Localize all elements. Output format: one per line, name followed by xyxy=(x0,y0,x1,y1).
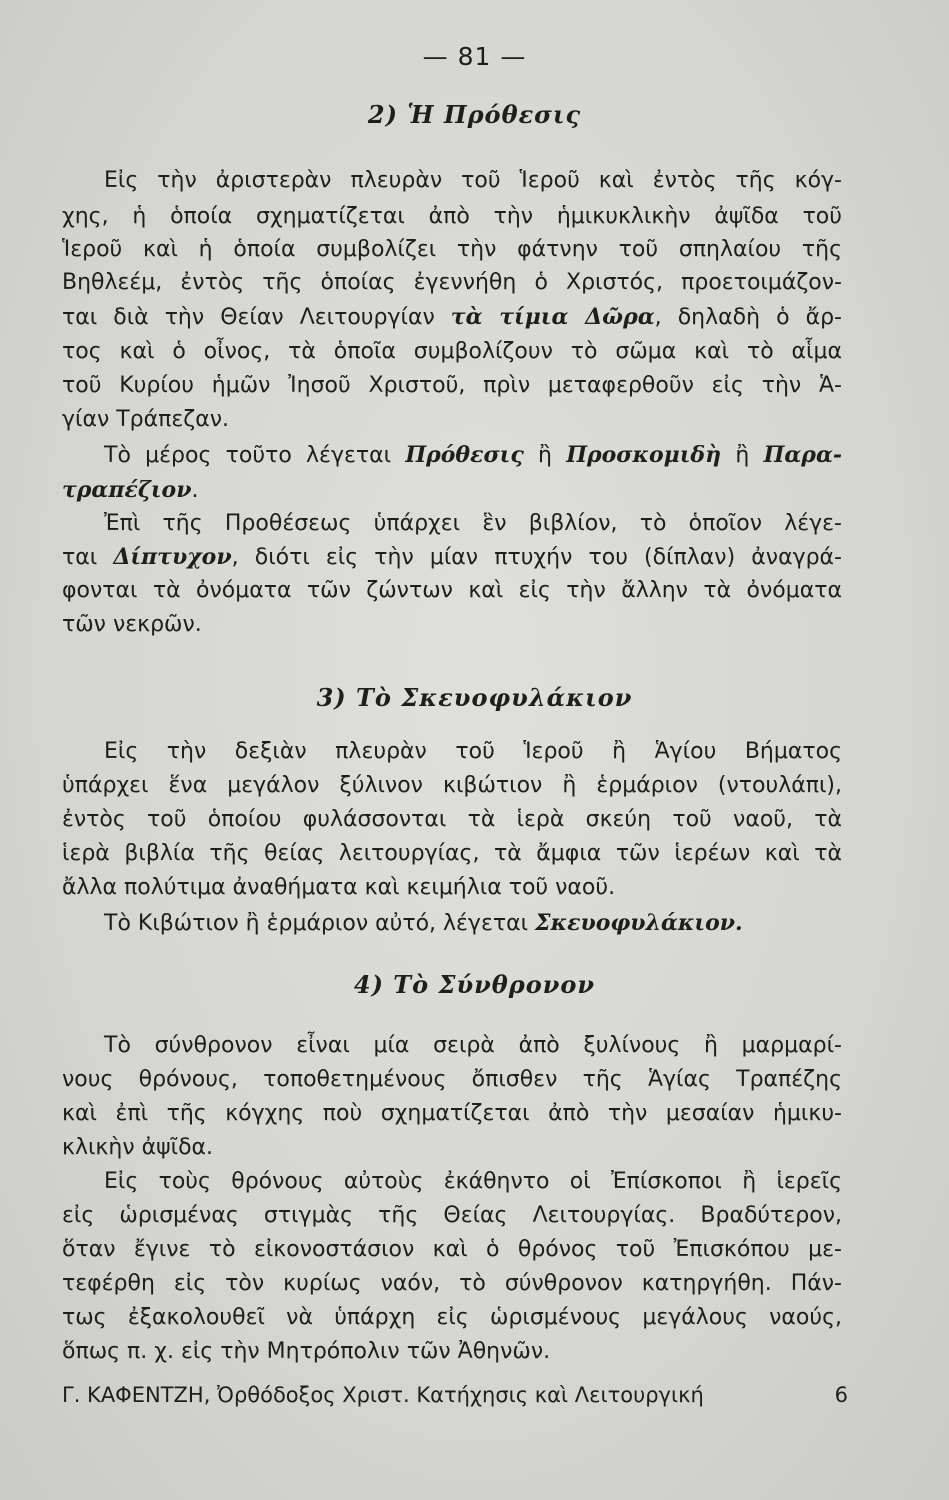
emphasis-diptychon: Δίπτυχον xyxy=(113,544,232,570)
paragraph-line: ὅταν ἔγινε τὸ εἰκονοστάσιον καὶ ὁ θρόνος τοῦ Ἐπισκόπου με- xyxy=(62,1237,842,1262)
paragraph-line: τος καὶ ὁ οἶνος, τὰ ὁποῖα συμβολίζουν τὸ σῶμα καὶ τὸ αἷμα xyxy=(62,339,842,364)
signature-mark: 6 xyxy=(834,1383,848,1407)
paragraph-line: ὅπως π. χ. εἰς τὴν Μητρόπολιν τῶν Ἀθηνῶν. xyxy=(62,1339,551,1364)
emphasis-tima-dora: τὰ τίμια Δῶρα xyxy=(450,304,655,330)
paragraph-line: φονται τὰ ὀνόματα τῶν ζώντων καὶ εἰς τὴν ἄλλην τὰ ὀνόματα xyxy=(62,578,842,603)
section-heading-synthronon: 4) Τὸ Σύνθρονον xyxy=(353,970,596,999)
emphasis-skevofylakion: Σκευοφυλάκιον. xyxy=(535,910,743,936)
paragraph-line: Εἰς τοὺς θρόνους αὐτοὺς ἐκάθηντο οἱ Ἐπίσκοποι ἢ ἱερεῖς xyxy=(104,1169,842,1194)
paragraph-line: Βηθλεέμ, ἐντὸς τῆς ὁποίας ἐγεννήθη ὁ Χριστός, προετοιμάζον- xyxy=(62,270,842,295)
text-run: ται διὰ τὴν Θείαν Λειτουργίαν xyxy=(62,305,435,330)
footer-title: Γ. ΚΑΦΕΝΤΖΗ, Ὀρθόδοξος Χριστ. Κατήχησις καὶ Λειτουργική xyxy=(62,1383,704,1407)
paragraph-line: Τὸ σύνθρονον εἶναι μία σειρὰ ἀπὸ ξυλίνους ἢ μαρμαρί- xyxy=(104,1033,842,1058)
paragraph-line: Εἰς τὴν δεξιὰν πλευρὰν τοῦ Ἱεροῦ ἢ Ἁγίου Βήματος xyxy=(104,739,842,764)
paragraph-line: ἐντὸς τοῦ ὁποίου φυλάσσονται τὰ ἱερὰ σκεύη τοῦ ναοῦ, τὰ xyxy=(62,807,842,832)
paragraph-line: Εἰς τὴν ἀριστερὰν πλευρὰν τοῦ Ἱεροῦ καὶ ἐντὸς τῆς κόγ- xyxy=(104,168,842,193)
emphasis-paratrapezion: Παρα- xyxy=(763,442,843,468)
section-heading-skevofylakion: 3) Τὸ Σκευοφυλάκιον xyxy=(316,683,633,712)
paragraph-line xyxy=(104,909,842,938)
paragraph-line: Ἐπὶ τῆς Προθέσεως ὑπάρχει ἓν βιβλίον, τὸ ὁποῖον λέγε- xyxy=(104,511,842,536)
page-number: — 81 — xyxy=(422,42,527,71)
paragraph-line xyxy=(62,476,842,505)
page-footer xyxy=(62,1383,848,1407)
paragraph-line: κλικὴν ἀψῖδα. xyxy=(62,1135,214,1160)
paragraph-line: καὶ ἐπὶ τῆς κόγχης ποὺ σχηματίζεται ἀπὸ τὴν μεσαίαν ἡμικυ- xyxy=(62,1101,842,1126)
emphasis-proskomidi: Προσκομιδὴ xyxy=(566,442,722,468)
text-run: ται xyxy=(62,545,98,570)
text-run: . xyxy=(191,478,199,503)
paragraph-line: εἰς ὡρισμένας στιγμὰς τῆς Θείας Λειτουργίας. Βραδύτερον, xyxy=(62,1203,842,1228)
paragraph-line: νους θρόνους, τοποθετημένους ὄπισθεν τῆς Ἁγίας Τραπέζης xyxy=(62,1067,842,1092)
text-run: Τὸ Κιβώτιον ἢ ἑρμάριον αὐτό, λέγεται xyxy=(104,911,529,936)
text-run: ἢ xyxy=(735,443,750,468)
paragraph-line: ὑπάρχει ἕνα μεγάλον ξύλινον κιβώτιον ἢ ἑρμάριον (ντουλάπι), xyxy=(62,773,842,798)
paragraph-line: τεφέρθη εἰς τὸν κυρίως ναόν, τὸ σύνθρονον κατηργήθη. Πάν- xyxy=(62,1271,842,1296)
paragraph-line: τῶν νεκρῶν. xyxy=(62,612,202,637)
paragraph-line: Ἱεροῦ καὶ ἡ ὁποία συμβολίζει τὴν φάτνην τοῦ σπηλαίου τῆς xyxy=(62,237,842,262)
emphasis-prothesis: Πρόθεσις xyxy=(405,442,524,468)
paragraph-line: ἄλλα πολύτιμα ἀναθήματα καὶ κειμήλια τοῦ ναοῦ. xyxy=(62,875,616,900)
paragraph-line xyxy=(104,441,842,470)
paragraph-line: χης, ἡ ὁποία σχηματίζεται ἀπὸ τὴν ἡμικυκλικὴν ἀψῖδα τοῦ xyxy=(62,204,842,229)
paragraph-line: ἱερὰ βιβλία τῆς θείας λειτουργίας, τὰ ἄμφια τῶν ἱερέων καὶ τὰ xyxy=(62,841,842,866)
text-run: Τὸ μέρος τοῦτο λέγεται xyxy=(104,443,392,468)
text-run: , διότι εἰς τὴν μίαν πτυχήν του (δίπλαν) ἀναγρά- xyxy=(231,545,842,570)
paragraph-line: γίαν Τράπεζαν. xyxy=(62,407,230,432)
section-heading-prothesis: 2) Ἡ Πρόθεσις xyxy=(367,100,582,129)
paragraph-line xyxy=(62,303,842,332)
emphasis-paratrapezion-end: τραπέζιον xyxy=(62,477,192,503)
paragraph-line xyxy=(62,543,842,572)
paragraph-line: τοῦ Κυρίου ἡμῶν Ἰησοῦ Χριστοῦ, πρὶν μεταφερθοῦν εἰς τὴν Ἁ- xyxy=(62,373,842,398)
paragraph-line: τως ἐξακολουθεῖ νὰ ὑπάρχη εἰς ὡρισμένους μεγάλους ναούς, xyxy=(62,1305,842,1330)
text-run: , δηλαδὴ ὁ ἄρ- xyxy=(654,305,842,330)
text-run: ἢ xyxy=(537,443,552,468)
